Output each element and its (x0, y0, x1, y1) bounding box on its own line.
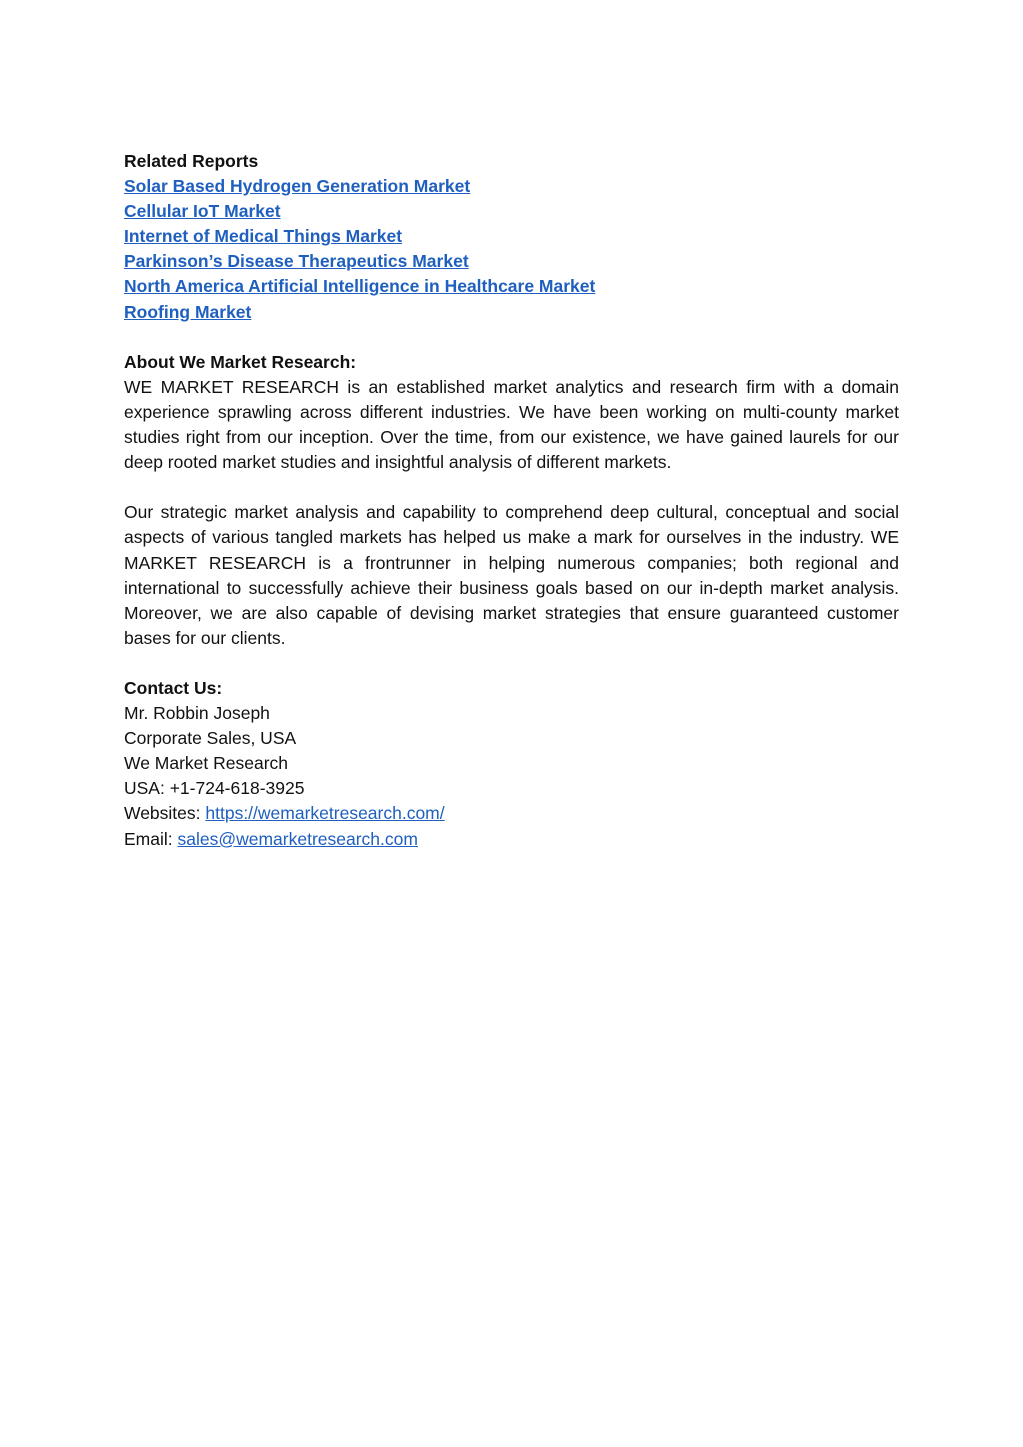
website-link[interactable]: https://wemarketresearch.com/ (205, 803, 445, 824)
list-item (124, 249, 899, 274)
spacer (124, 475, 899, 500)
about-section (124, 350, 899, 651)
contact-heading: Contact Us: (124, 677, 223, 698)
spacer (124, 325, 899, 350)
contact-role: Corporate Sales, USA (124, 728, 297, 749)
document-body (124, 149, 899, 852)
email-label: Email: (124, 828, 178, 849)
list-item (124, 274, 899, 299)
contact-website-row (124, 801, 899, 826)
report-link-cellular-iot[interactable]: Cellular IoT Market (124, 201, 281, 222)
list-item (124, 199, 899, 224)
website-label: Websites: (124, 803, 206, 824)
contact-section (124, 676, 899, 852)
list-item (124, 224, 899, 249)
contact-company: We Market Research (124, 753, 289, 774)
list-item (124, 174, 899, 199)
contact-email-row (124, 827, 899, 852)
report-link-parkinsons[interactable]: Parkinson’s Disease Therapeutics Market (124, 251, 469, 272)
related-reports-list (124, 174, 899, 325)
related-reports-heading: Related Reports (124, 151, 259, 171)
about-heading: About We Market Research: (124, 351, 357, 372)
about-paragraph-2: Our strategic market analysis and capability to comprehend deep cultural, conceptual and social aspects of various tangled markets has helped us make a mark for ourselves in the industry. WE MARKET RESEARCH is a frontrunner in helping numerous companies; both regional and international to successfully achieve their business goals based on our in-depth market analysis. Moreover, we are also capable of devising market strategies that ensure guaranteed customer bases for our clients. (124, 502, 899, 648)
list-item (124, 300, 899, 325)
related-reports-section (124, 149, 899, 325)
report-link-iomt[interactable]: Internet of Medical Things Market (124, 226, 403, 247)
spacer (124, 651, 899, 676)
contact-phone: USA: +1-724-618-3925 (124, 778, 305, 799)
about-paragraph-1: WE MARKET RESEARCH is an established market analytics and research firm with a domain experience sprawling across different industries. We have been working on multi-county market studies right from our inception. Over the time, from our existence, we have gained laurels for our deep rooted market studies and insightful analysis of different markets. (124, 376, 899, 473)
report-link-roofing[interactable]: Roofing Market (124, 301, 252, 322)
report-link-solar-hydrogen[interactable]: Solar Based Hydrogen Generation Market (124, 176, 471, 197)
email-link[interactable]: sales@wemarketresearch.com (177, 828, 418, 849)
contact-name: Mr. Robbin Joseph (124, 703, 270, 724)
report-link-na-ai-healthcare[interactable]: North America Artificial Intelligence in Healthcare Market (124, 276, 596, 297)
